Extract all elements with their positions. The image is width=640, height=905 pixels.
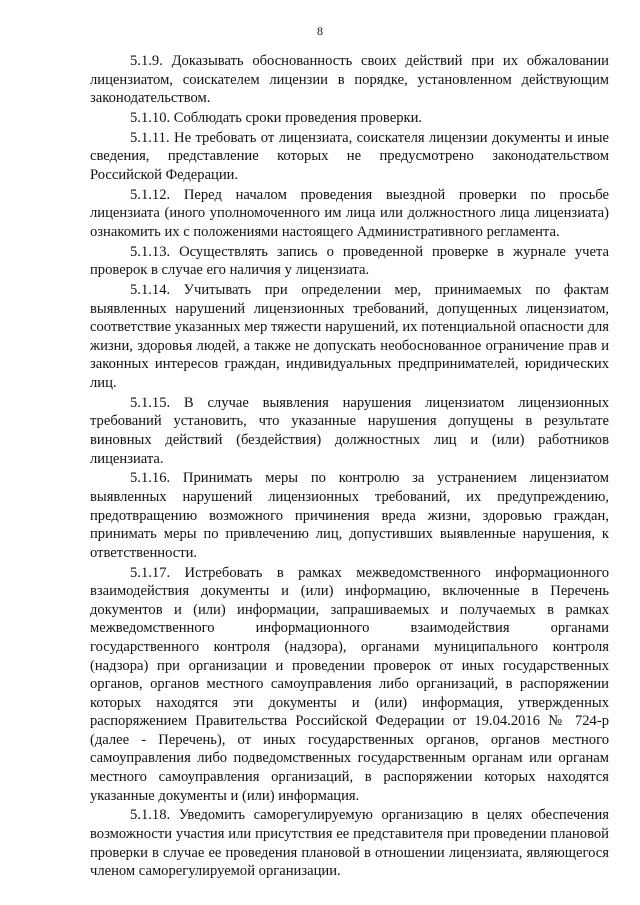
paragraph-5-1-9: 5.1.9. Доказывать обоснованность своих действий при их обжаловании лицензиатом, соискателем лицензии в порядке, установленном действующим законодательством.: [90, 53, 609, 107]
paragraph-5-1-12: 5.1.12. Перед началом проведения выездной проверки по просьбе лицензиата (иного уполномоченного им лица или должностного лица лицензиата) ознакомить их с положениями настоящего Административного регламента.: [90, 186, 609, 240]
document-body: [90, 52, 609, 882]
paragraph-5-1-13: 5.1.13. Осуществлять запись о проведенной проверке в журнале учета проверок в случае его наличия у лицензиата.: [90, 243, 609, 279]
page-number: 8: [317, 24, 323, 38]
paragraph-5-1-15: 5.1.15. В случае выявления нарушения лицензиатом лицензионных требований установить, что указанные нарушения допущены в результате виновных действий (бездействия) должностных лиц и (или) работников лицензиата.: [90, 394, 609, 467]
paragraph-5-1-16: 5.1.16. Принимать меры по контролю за устранением лицензиатом выявленных нарушений лицензионных требований, их предупреждению, предотвращению возможного причинения вреда жизни, здоровью граждан, принимать меры по привлечению лиц, допустивших выявленные нарушения, к ответственности.: [90, 470, 609, 561]
paragraph-5-1-10: 5.1.10. Соблюдать сроки проведения проверки.: [130, 109, 423, 126]
paragraph-5-1-18: 5.1.18. Уведомить саморегулируемую организацию в целях обеспечения возможности участия или присутствия ее представителя при проведении плановой проверки в случае ее проведения плановой в отношении лицензиата, являющегося членом саморегулируемой организации.: [90, 807, 609, 880]
paragraph-5-1-14: 5.1.14. Учитывать при определении мер, принимаемых по фактам выявленных нарушений лицензионных требований, допущенных лицензиатом, соответствие указанных мер тяжести нарушений, их потенциальной опасности для жизни, здоровья людей, а также не допускать необоснованное ограничение прав и законных интересов граждан, индивидуальных предпринимателей, юридических лиц.: [90, 282, 609, 392]
paragraph-5-1-11: 5.1.11. Не требовать от лицензиата, соискателя лицензии документы и иные сведения, представление которых не предусмотрено законодательством Российской Федерации.: [90, 129, 609, 183]
paragraph-5-1-17: 5.1.17. Истребовать в рамках межведомственного информационного взаимодействия документы и (или) информацию, включенные в Перечень документов и (или) информации, запрашиваемых и получаемых в рамках межведомственного информационного взаимодействия органами государственного контроля (надзора), органами муниципального контроля (надзора) при организации и проведении проверок от иных государственных органов, органов местного самоуправления либо организаций, в распоряжении которых находятся эти документы и (или) информация, утвержденных распоряжением Правительства Российской Федерации от 19.04.2016 № 724-р (далее - Перечень), от иных государственных органов, органов местного самоуправления либо подведомственных государственным органам или органам местного самоуправления организаций, в распоряжении которых находятся указанные документы и (или) информация.: [90, 564, 609, 804]
